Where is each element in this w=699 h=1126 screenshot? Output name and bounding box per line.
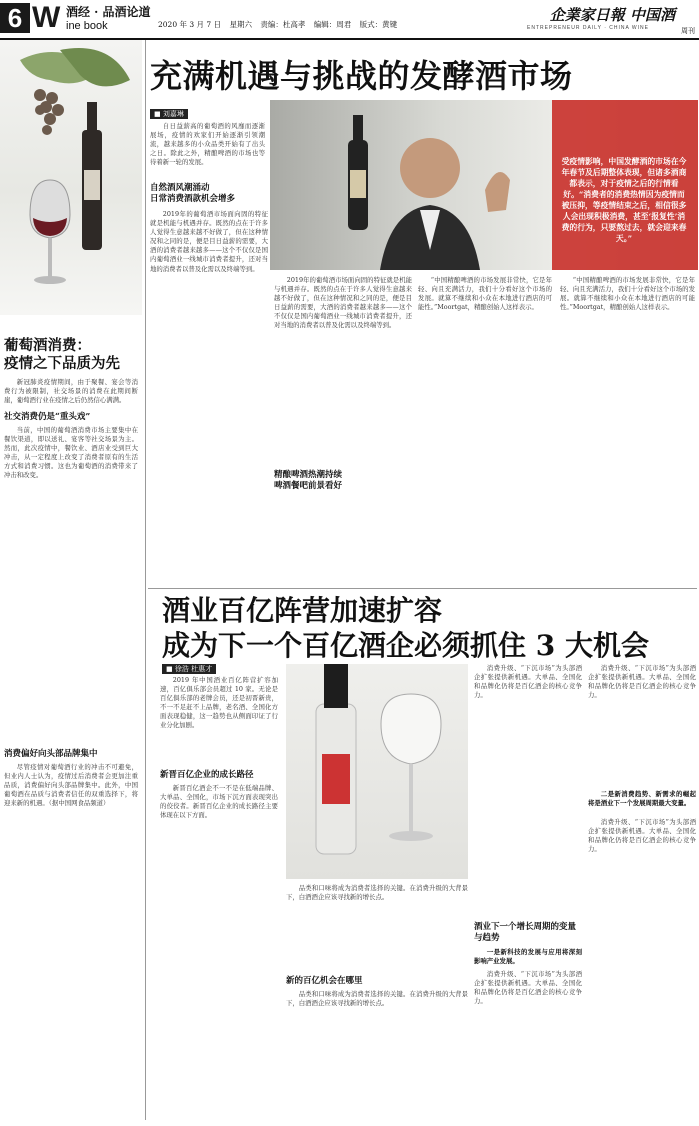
article2-body-col2b: 品类和口味将成为消费者选择的关键。在消费升级的大背景下，白酒酒企应该寻找新的增长点。 [286, 990, 468, 1008]
article1-subhead-1: 自然酒风潮涌动 日常消费酒款机会增多 [150, 183, 236, 204]
left-lead: 新冠肺炎疫情期间，由于聚餐、宴会等消费行为被限制，社交场景的消费在此期间断崖，葡萄酒行业在疫情之后仍然信心满满。 [4, 378, 138, 405]
article2-body-col1: 2019 年中国酒业百亿阵营扩容加速，百亿俱乐部会员超过 10 家。无论是百亿俱乐部的老牌会员，还是初晋新贵，不一不足赶不上品牌，老名酒、全国化方面表现稳健，这一趋势也从侧面印证了行业分化加剧。 [160, 676, 278, 730]
article2-body-col3: 消费升级、“下沉市场”为头部酒企扩张提供新机遇。大单品、全国化和品牌化仍将是百亿酒企的核心竞争力。 [474, 664, 582, 700]
article1-body-col2: 2019年的葡萄酒市场面向固的特征就是机能与机遇并存。既然的点在于许多人觉得生意越来越不好做了，但在这种情况和之同的是，便是目日益薪的需要，大酒的消费者越来越多——这个不仅仅是国内葡萄酒业一线城市消费者提升，还对当地的消费者以普及化需以及终端等到。 [274, 276, 412, 330]
left-headline: 葡萄酒消费： 疫情之下品质为先 [4, 337, 120, 372]
author-icon: ■ [166, 665, 175, 673]
article2-subhead-3: 酒业下一个增长周期的变量与趋势 [474, 922, 577, 943]
article1-headline: 充满机遇与挑战的发酵酒市场 [150, 57, 573, 95]
article2-body-col4b: 消费升级、“下沉市场”为头部酒企扩张提供新机遇。大单品、全国化和品牌化仍将是百亿酒企的核心竞争力。 [588, 818, 696, 854]
article2-subhead-2: 新的百亿机会在哪里 [286, 976, 363, 986]
article1-body-col1: 2019年的葡萄酒市场面向固的特征就是机能与机遇并存。既然的点在于许多人觉得生意越来越不好做了，但在这种情况和之同的是，便是目日益薪的需要，大酒的消费者越来越多——这个不仅仅是国内葡萄酒业一线城市消费者提升，还对当地的消费者以普及化需以及终端等到。 [150, 210, 268, 273]
section-title: 酒经 · 品酒论道 [66, 5, 151, 19]
left-subhead-2: 消费偏好向头部品牌集中 [4, 749, 98, 759]
masthead-english: ENTREPRENEUR DAILY · CHINA WINE [527, 25, 649, 31]
author-icon: ■ [154, 110, 163, 118]
left-subhead-1: 社交消费仍是“重头戏” [4, 412, 91, 422]
article2-subhead-1: 新晋百亿企业的成长路径 [160, 770, 254, 780]
left-body-1: 当前，中国的葡萄酒消费市场主要集中在餐饮渠道，即以送礼、宴客等社交场景为主。然而，此次疫情中，餐饮业、酒店业受到巨大冲击，从一定程度上改变了消费者原有的生活方式和消费习惯。这也为葡萄酒的消费带来了冲击和改变。 [4, 426, 138, 480]
masthead-logo: 企業家日報 中国酒 [549, 6, 675, 24]
article1-body-col3: “中国精酿啤酒的市场发展非常快，它是年轻、向且充满活力，我们十分看好这个市场的发展。就算不继续和小众在本地进行酒店的可能性。”Moortgat，精酿创始人这样表示。 [418, 276, 552, 312]
masthead-edition: 周刊 [681, 27, 695, 35]
article2-photo [286, 664, 468, 879]
issue-editor: 责编：杜高孝 [260, 20, 306, 29]
article2-body-col1b: 新晋百亿酒企不一不是在低端品牌、大单品、全国化，市场下沉方面表现突出的佼佼者。新晋百亿企业的成长路径主要体现在以下方面。 [160, 784, 278, 820]
article2-subhead-4: 二是新消费趋势、新需求的崛起将是酒业下一个发展周期最大变量。 [588, 790, 696, 808]
article2-author: ■ 徐浩 杜惠才 [162, 664, 216, 674]
article2-headline: 酒业百亿阵营加速扩容 成为下一个百亿酒企必须抓住 3 大机会 [162, 594, 649, 662]
issue-date: 2020 年 3 月 7 日 [158, 20, 222, 29]
article2-body-col2: 品类和口味将成为消费者选择的关键。在消费升级的大背景下，白酒酒企应该寻找新的增长点。 [286, 884, 468, 902]
article1-pull-quote: 受疫情影响，中国发酵酒的市场在今年春节及后期整体表现，但诸多酒商都表示，对于疫情之后的行情看好。“消费者的消费热情因为疫情而被压抑，等疫情结束之后，相信很多人会出现积极消费，甚至‘报复性’消费的行为，只要熬过去，就会迎来春天。” [561, 157, 687, 243]
left-body-2: 尽管疫情对葡萄酒行业的冲击不可避免，但业内人士认为，疫情过后消费者会更加注重品质，消费偏好向头部品牌集中。此外，中国葡萄酒在品质与消费者信任的双重选择下，将迎来新的机遇。（据中国网食品频道） [4, 763, 138, 808]
page-number: 6 [0, 3, 30, 33]
section-initial: W [32, 1, 61, 34]
issue-layout: 版式：黄键 [359, 20, 398, 29]
article1-author: ■ 刘嘉琳 [150, 109, 188, 119]
article2-subhead-3b: 一是新科技的发展与应用将深刻影响产业发展。 [474, 948, 582, 966]
column-divider [145, 40, 146, 1120]
issue-weekday: 星期六 [229, 20, 252, 29]
article1-lead: 自日益薪高的葡萄酒的风靡而逐渐展场，疫情的欢家们开始逐渐引领潮流，越来越多的小众品类开始有了出头之日。除此之外，精酿啤酒的市场也等待着新一轮的发展。 [150, 122, 265, 167]
issue-art-editor: 编辑：周君 [313, 20, 352, 29]
issue-meta [158, 20, 403, 29]
article1-body-col4: “中国精酿啤酒的市场发展非常快，它是年轻、向且充满活力，我们十分看好这个市场的发展。就算不继续和小众在本地进行酒店的可能性。”Moortgat，精酿创始人这样表示。 [560, 276, 695, 312]
grape-illustration [0, 40, 142, 315]
article2-body-col3b: 消费升级、“下沉市场”为头部酒企扩张提供新机遇。大单品、全国化和品牌化仍将是百亿酒企的核心竞争力。 [474, 970, 582, 1006]
article-divider [148, 588, 697, 589]
article2-body-col4: 消费升级、“下沉市场”为头部酒企扩张提供新机遇。大单品、全国化和品牌化仍将是百亿酒企的核心竞争力。 [588, 664, 696, 700]
article1-subhead-2: 精酿啤酒热潮持续 啤酒餐吧前景看好 [274, 470, 343, 491]
section-subtitle: ine book [66, 20, 108, 32]
